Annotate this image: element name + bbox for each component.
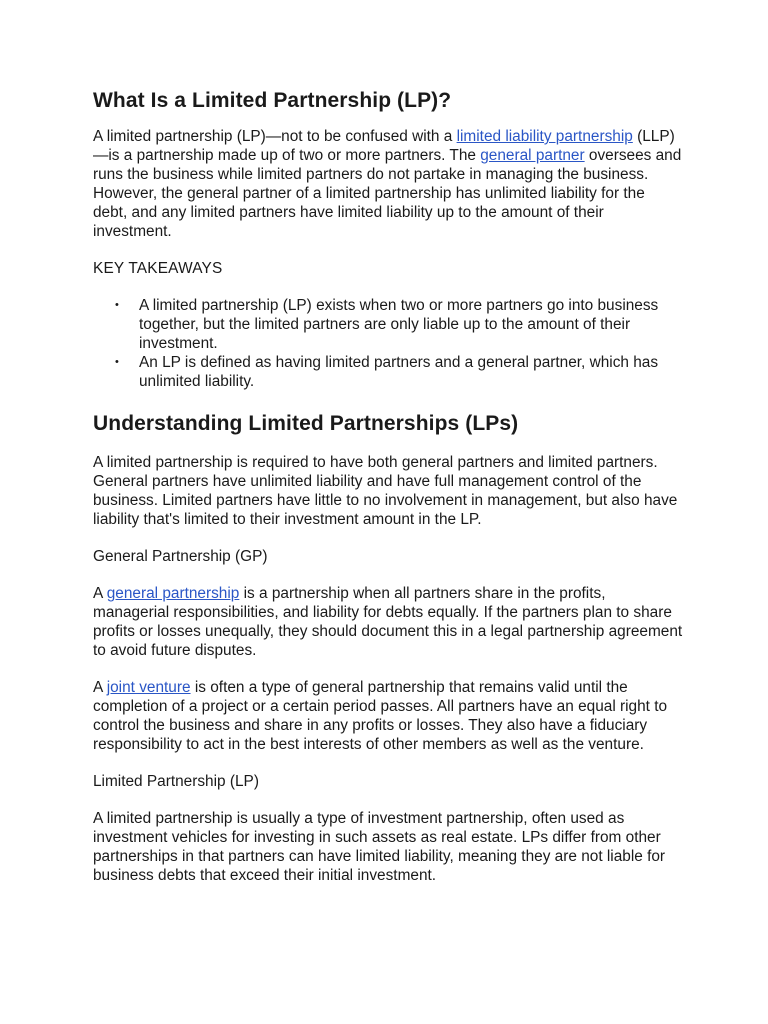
- subheading-limited-partnership: Limited Partnership (LP): [93, 773, 259, 790]
- intro-text-3: oversees and runs the business while limited partners do not partake in managing the business. However, the general partner of a limited partnership has unlimited liability for the debt, and any limited partners have limited liability up to the amount of their investment.: [93, 147, 682, 240]
- takeaway-text: An LP is defined as having limited partners and a general partner, which has unlimited liability.: [139, 354, 659, 390]
- link-general-partnership[interactable]: general partnership: [106, 585, 240, 602]
- jv-text-1: A: [93, 679, 107, 696]
- link-general-partner[interactable]: general partner: [480, 147, 585, 164]
- gp-text-2: is a partnership when all partners share in the profits, managerial responsibilities, and liability for debts equally. If the partners plan to share profits or losses unequally, they should document this in a legal partnership agreement to avoid future disputes.: [93, 585, 683, 659]
- subheading-general-partnership: General Partnership (GP): [93, 548, 268, 565]
- article: [93, 88, 683, 885]
- link-joint-venture[interactable]: joint venture: [106, 679, 191, 696]
- link-limited-liability-partnership[interactable]: limited liability partnership: [456, 128, 633, 145]
- intro-paragraph: [93, 127, 683, 241]
- jv-text-2: is often a type of general partnership that remains valid until the completion of a project or a certain period passes. All partners have an equal right to control the business and share in any profits or losses. They also have a fiduciary responsibility to act in the best interests of other members as well as the venture.: [93, 679, 668, 753]
- gp-paragraph-2: [93, 678, 683, 754]
- bullet-icon: •: [115, 299, 119, 311]
- list-item: [93, 353, 683, 391]
- section-heading-understanding: Understanding Limited Partnerships (LPs): [93, 412, 519, 435]
- list-item: [93, 296, 683, 353]
- bullet-icon: •: [115, 356, 119, 368]
- understanding-paragraph: A limited partnership is required to have both general partners and limited partners. General partners have unlimited liability and have full management control of the business. Limited partners have little to no involvement in management, but also have liability that's limited to their investment amount in the LP.: [93, 454, 678, 528]
- lp-paragraph: A limited partnership is usually a type of investment partnership, often used as investment vehicles for investing in such assets as real estate. LPs differ from other partnerships in that partners can have limited liability, meaning they are not liable for business debts that exceed their initial investment.: [93, 810, 666, 884]
- gp-paragraph-1: [93, 584, 683, 660]
- intro-text-1: A limited partnership (LP)—not to be confused with a: [93, 128, 457, 145]
- gp-text-1: A: [93, 585, 107, 602]
- intro-text-2: (LLP)—is a partnership made up of two or more partners. The: [93, 128, 675, 164]
- key-takeaways-label: KEY TAKEAWAYS: [93, 260, 223, 277]
- key-takeaways-list: [93, 296, 683, 391]
- takeaway-text: A limited partnership (LP) exists when two or more partners go into business together, but the limited partners are only liable up to the amount of their investment.: [139, 297, 659, 352]
- page-title: What Is a Limited Partnership (LP)?: [93, 89, 452, 112]
